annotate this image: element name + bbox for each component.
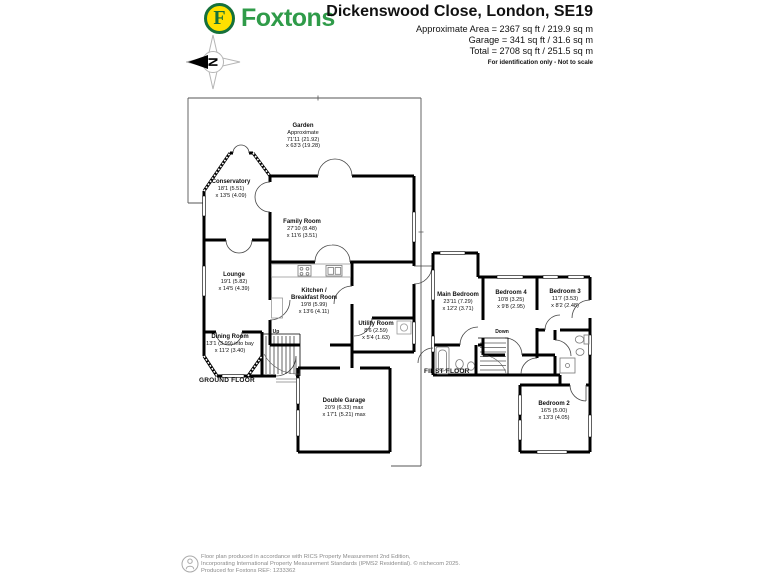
kitchen-label: Kitchen / Breakfast Room 19'8 (5.99) x 13'6 (4.11)	[290, 288, 338, 315]
garage-area: Garage = 341 sq ft / 31.6 sq m	[468, 34, 593, 45]
ground-floor-label: GROUND FLOOR	[199, 377, 255, 384]
first-floor-windows	[432, 252, 592, 454]
conservatory-label: Conservatory 18'1 (5.51) x 13'5 (4.09)	[211, 179, 251, 199]
bedroom-3-label: Bedroom 3 11'7 (3.53) x 8'2 (2.48)	[549, 289, 581, 309]
bedroom-2-label: Bedroom 2 16'5 (5.00) x 13'3 (4.05)	[538, 401, 570, 421]
family-room-label: Family Room 27'10 (8.48) x 11'6 (3.51)	[283, 219, 321, 239]
approximate-area: Approximate Area = 2367 sq ft / 219.9 sq m	[416, 24, 593, 34]
stairs-down-label: Down	[495, 329, 509, 335]
garage-door-2	[297, 410, 300, 436]
stairs-up-label: Up	[272, 329, 280, 335]
garage-door-1	[297, 378, 300, 404]
first-floor-walls	[433, 253, 590, 452]
total-area: Total = 2708 sq ft / 251.5 sq m	[469, 45, 593, 56]
compass-north-letter: N	[205, 57, 221, 67]
nichecom-logo-icon	[181, 555, 199, 573]
disclaimer: For identification only - Not to scale	[487, 58, 593, 66]
footer-disclaimer	[201, 554, 460, 575]
utility-room-label: Utility Room 8'6 (2.59) x 5'4 (1.63)	[358, 321, 394, 341]
dining-room-label: Dining Room 13'1 (3.99) into bay x 11'2 (3.40)	[206, 334, 254, 354]
brand-name: Foxtons	[241, 4, 335, 32]
lounge-label: Lounge 19'1 (5.82) x 14'5 (4.39)	[218, 272, 250, 292]
garden-label: Garden Approximate 71'11 (21.92) x 63'3 (19.28)	[285, 123, 321, 150]
footer-line-1: Floor plan produced in accordance with RICS Property Measurement 2nd Edition,	[201, 554, 411, 560]
main-bedroom-label: Main Bedroom 23'11 (7.29) x 12'2 (3.71)	[437, 292, 479, 312]
bedroom-4-label: Bedroom 4 10'8 (3.25) x 9'8 (2.95)	[495, 290, 527, 310]
foxtons-roundel-icon: F	[204, 3, 235, 34]
property-title: Dickenswood Close, London, SE19	[326, 3, 593, 20]
footer-line-3: Produced for Foxtons REF: 1233362	[201, 567, 296, 574]
first-floor-label: FIRST FLOOR	[424, 368, 470, 375]
double-garage-label: Double Garage 20'9 (6.33) max x 17'1 (5.21) max	[322, 398, 366, 418]
footer-line-2: Incorporating International Property Measurement Standards (IPMS2 Residential). © nichecom 2025.	[201, 560, 461, 567]
ground-stairs	[262, 334, 300, 376]
